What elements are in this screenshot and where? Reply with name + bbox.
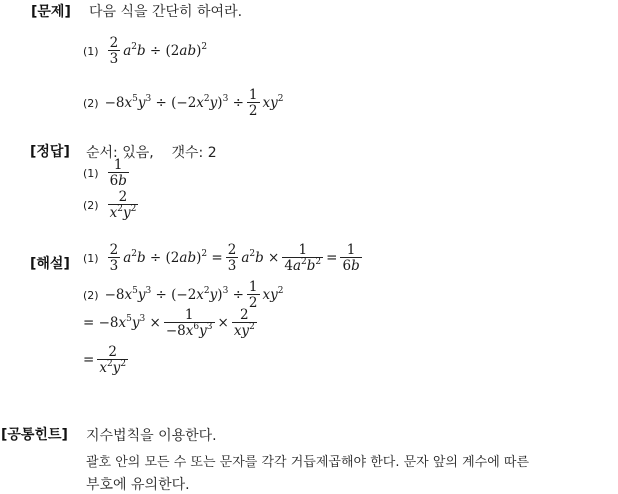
fraction: $\frac{1}{6b}$ xyxy=(109,157,127,190)
problem-label: [문제] xyxy=(31,4,71,20)
solution-step-3 xyxy=(83,345,131,375)
math-expression: $xy^2$ xyxy=(262,94,284,112)
math-expression: × xyxy=(217,315,229,332)
solution-item-1 xyxy=(83,243,365,273)
problem-item-2-number: (2) xyxy=(83,96,99,110)
math-expression: $-8x^5y^3 \div (-2x^2y)^3$ ÷ xyxy=(104,286,244,304)
fraction: $\frac{1}{2}$ xyxy=(248,87,258,120)
fraction: $\frac{1}{2}$ xyxy=(248,279,258,312)
answer-item-2 xyxy=(83,190,141,220)
solution-step-2 xyxy=(83,308,260,338)
hint-label: [공통힌트] xyxy=(1,427,68,443)
solution-item-2-number: (2) xyxy=(83,288,99,302)
math-expression: $a^2b$ × xyxy=(241,249,280,267)
solution-item-2 xyxy=(83,280,284,310)
hint-line-2: 괄호 안의 모든 수 또는 문자를 각각 거듭제곱해야 한다. 문자 앞의 계수에 따른 xyxy=(86,455,530,470)
hint-line-3: 부호에 유의한다. xyxy=(86,477,190,493)
solution-label: [해설] xyxy=(30,256,70,272)
fraction: $\frac{2}{x^2y^2}$ xyxy=(109,189,137,222)
solution-item-1-number: (1) xyxy=(83,251,99,265)
fraction: $\frac{2}{3}$ xyxy=(109,242,119,275)
problem-item-1-number: (1) xyxy=(83,44,99,58)
math-expression: $xy^2$ xyxy=(262,286,284,304)
problem-instruction: 다음 식을 간단히 하여라. xyxy=(89,4,243,20)
math-expression: = xyxy=(326,250,338,267)
fraction: $\frac{1}{4a^2b^2}$ xyxy=(284,242,322,275)
hint-line-1: 지수법칙을 이용한다. xyxy=(86,428,217,444)
math-expression: = xyxy=(83,352,95,369)
fraction: $\frac{2}{x^2y^2}$ xyxy=(99,344,127,377)
problem-item-1 xyxy=(83,36,207,66)
answer-item-2-number: (2) xyxy=(83,198,99,212)
math-expression: $a^2b \div (2ab)^2$ xyxy=(123,42,208,60)
problem-item-2 xyxy=(83,88,284,118)
fraction: $\frac{2}{xy^2}$ xyxy=(233,307,255,340)
math-expression: = $-8x^5y^3$ × xyxy=(83,314,161,332)
fraction: $\frac{2}{3}$ xyxy=(227,242,237,275)
answer-item-1 xyxy=(83,158,132,188)
fraction: $\frac{1}{-8x^6y^3}$ xyxy=(165,307,213,340)
fraction: $\frac{2}{3}$ xyxy=(109,35,119,68)
math-expression: $-8x^5y^3 \div (-2x^2y)^3$ ÷ xyxy=(104,94,244,112)
answer-item-1-number: (1) xyxy=(83,166,99,180)
answer-meta: 순서: 있음, 갯수: 2 xyxy=(86,145,217,161)
answer-label: [정답] xyxy=(30,144,70,160)
math-expression: $a^2b \div (2ab)^2$ = xyxy=(123,249,223,267)
fraction: $\frac{1}{6b}$ xyxy=(342,242,360,275)
